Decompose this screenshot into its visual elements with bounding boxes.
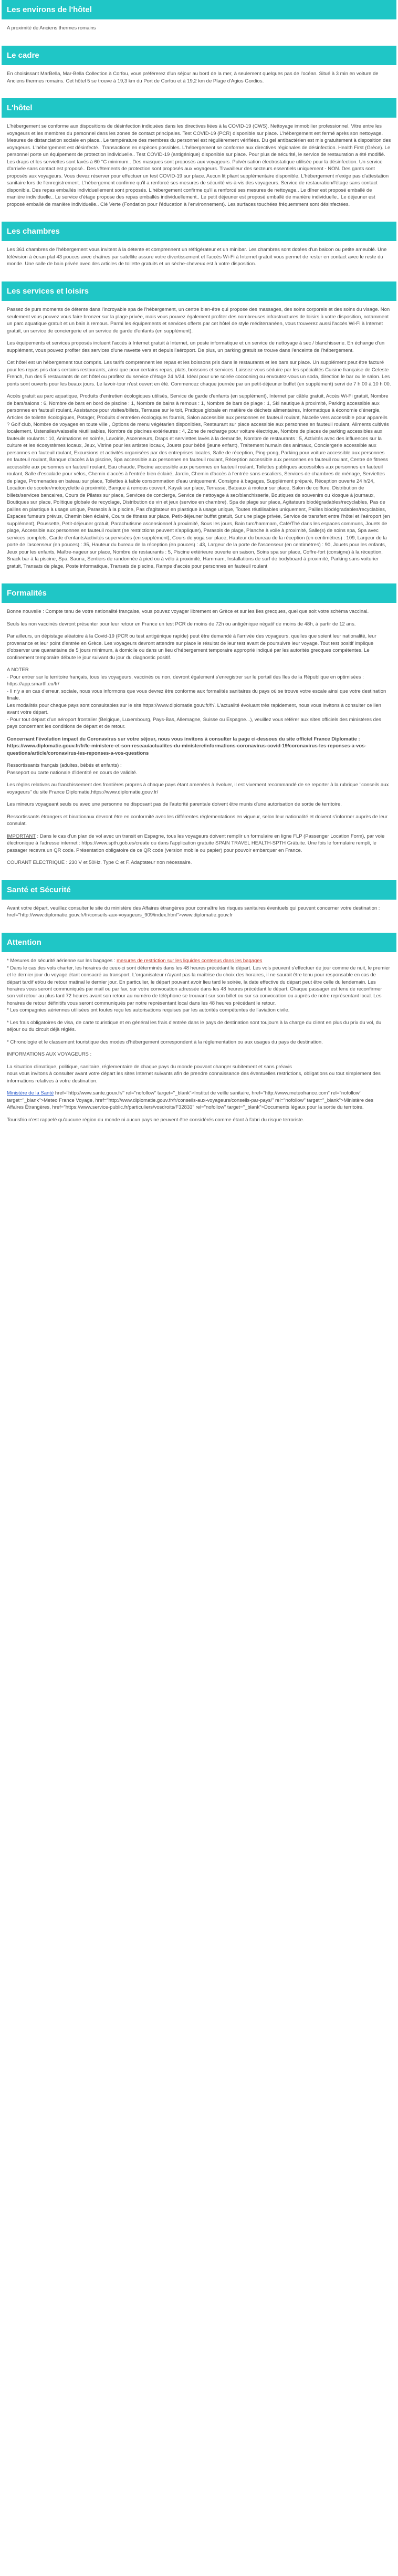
chambres-text: Les 361 chambres de l'hébergement vous invitent à la détente et comprennent un réfrigérateur et un minibar. Les chambres sont dotées d'un balcon ou petite ameublé. Une télévision à écran plat 43 pouces avec chaînes par satellite assure votre divertissement et l'accès Wi-Fi à Internet gratuit vous permet de rester en contact avec le reste du monde. Une salle de bain privée avec des articles de toilette gratuits et un sèche-cheveux est à votre disposition. [7, 247, 387, 267]
attention-paragraph-4: La situation climatique, politique, sanitaire, réglementaire de chaque pays du monde pouvant changer subitement et sans préavis nous vous invitons à consulter avant votre départ les sites Internet suivants afin de prendre connaissance des éventuelles restrictions, obligations ou tout simplement des informations relatives à votre destination. [7, 1063, 381, 1084]
attention-paragraph-3: * Chronologie et le classement touristique des modes d'hébergement correspondent à la réglementation ou aux usages du pays de destination. [7, 1039, 323, 1045]
hotel-info-page [0, 0, 398, 1131]
section-header-cadre: Le cadre [2, 46, 396, 65]
section-body-hotel [2, 118, 396, 215]
cadre-text: En choisissant MarBella, Mar-Bella Collection à Corfou, vous préférerez d'un séjour au bord de la mer, à seulement quelques pas de l'océan. Situé à 3 min en voiture de Anciens thermes romains. Cet hôtel 5 se trouve à 19,3 km du Port de Corfou et à 19,2 km de Plage d'Agios Gordios. [7, 71, 379, 84]
services-amenities-list: Accès gratuit au parc aquatique, Produits d'entretien écologiques utilisés, Service de garde d'enfants (en supplément), Internet par câble gratuit, Accès Wi-Fi gratuit, Nombre de bars/salons : 6, Nombre de bars en bord de piscine : 1, Nombre de bains à remous : 1, Nombre de bars de plage : 1, Ski nautique à proximité, Parking accessible aux personnes en fauteuil roulant, Assistance pour visites/billets, Terrasse sur le toit, Pratique globale en matière de déchets alimentaires, Informatique à économie d'énergie, Articles de toilette écologiques, Potager, Produits d'entretien écologiques fournis, Salon accessible aux personnes en fauteuil roulant, Nacelle vers accessible pour appareils ? Golf club, Nombre de voyages en toute ville , Options de menu végétarien disponibles, Restaurant sur place accessible aux personnes en fauteuil roulant, Aliments cultivés localement, Ustensiles/vaisselle réutilisables, Nombre de piscines extérieures : 4, Zone de recharge pour voiture électrique, Nombre de places de parking accessibles aux fauteuils roulants : 10, Animations en soirée, Lavoirie, Ascenseurs, Draps et serviettes lavés à la demande, Nombre de restaurants : 5, Activités avec des influences sur la culture et les écosystèmes locaux, Jeux, Vitrine pour les artistes locaux, Jouets pour bébé (jeune enfant), Traitement humain des animaux, Conciergerie accessible aux personnes en fauteuil roulant, Excursions et activités organisées par des entreprises locales, Salle de réception, Ping-pong, Parking pour voiture accessible aux personnes en fauteuil roulant, Banque d'accès à la piscine, Spa accessible aux personnes en fauteuil roulant, Réception accessible aux personnes en fauteuil roulant, Centre de fitness accessible aux personnes en fauteuil roulant, Eau chaude, Piscine accessible aux personnes en fauteuil roulant, Toilettes publiques accessibles aux personnes en fauteuil roulant, Salle d'escalade pour vélos, Chemin d'accès à l'entrée bien éclairé, Jardin, Chemin d'accès à l'entrée sans escaliers, Services de chambres de ménage, Serviettes de plage, Promenades en bateau sur place, Toilettes à faible consommation d'eau uniquement, Consigne à bagages, Supplément préparé, Réception ouverte 24 h/24, Location de scooter/motocyclette à proximité, Banque à remous couvert, Kayak sur place, Terrasse, Bateaux à moteur sur place, Salon de coiffure, Distribution de billets/services bancaires, Cours de Pilates sur place, Services de concierge, Service de nettoyage à sec/blanchisserie, Boutiques de souvenirs ou kiosque à journaux, Boutiques sur place, Politique globale de recyclage, Distribution de vin et jeux (service en chambre), Spa de plage sur place, Agitateurs biodégradables/recyclables, Pas de pailles en plastique à usage unique, Parasols à la piscine, Pas d'agitateur en plastique à usage unique, Toutes réutilisables uniquement, Pailles biodégradables/recyclables, Espaces fumeurs prévus, Chemin bien éclairé, Cours de fitness sur place, Petit-déjeuner buffet gratuit, Sur une plage privée, Service de transfert entre l'hôtel et l'aéroport (en supplément), Poussette, Petit-déjeuner gratuit, Parachutisme ascensionnel à proximité, Sous les jours, Bain turc/hammam, Café/Thé dans les espaces communs, Jouets de plage, Accessible aux personnes en fauteuil roulant (ne restrictions peuvent s'appliquer), Parasols de plage, Planche à voile à proximité, Salle(s) de soins spa, Spa avec services complets, Garde d'enfants/activités supervisées (en supplément), Cours de yoga sur place, Hauteur du bureau de la réception (en centimètres) : 109, Largeur de la porte de l'ascenseur (en pouces) : 35, Hauteur du bureau de la réception (en pouces) : 43, Largeur de la porte de l'ascenseur (en centimètres) : 90, Jouets pour les enfants, Jeux pour les enfants, Maître-nageur sur place, Nombre de restaurants : 5, Piscine extérieure ouverte en saison, Soins spa sur place, Coffre-fort (consigne) à la réception, Snack bar à la piscine, Spa, Sauna, Sentiers de randonnée à pied ou à vélo à proximité, Hammam, Installations de surf de bodyboard à proximité, Parking sans voiturier gratuit, Transats de plage, Poste informatique, Transats de piscine, Rampe d'accès pour personnes en fauteuil roulant [7, 393, 390, 569]
section-body-environs [2, 19, 396, 39]
section-body-services [2, 301, 396, 577]
environs-text: A proximité de Anciens thermes romains [7, 25, 96, 32]
formalites-note-block [7, 666, 391, 730]
note-line-1: - Pour entrer sur le territoire français, tous les voyageurs, vaccinés ou non, devront également s'enregistrer sur le portail des îles de la République en optimisées : https://app.smartfl.eu/fr/ [7, 674, 364, 687]
section-header-sante: Santé et Sécurité [2, 880, 396, 900]
formalites-paragraph-2: Seuls les non vaccinés devront présenter pour leur retour en France un test PCR de moins de 72h ou antigénique négatif de moins de 48h, à partir de 12 ans. [7, 621, 356, 627]
services-paragraph-2: Les équipements et services proposés incluent l'accès à Internet gratuit à Internet, un poste informatique et un service de nettoyage à sec / blanchisserie. En échange d'un supplément, vous pouvez profiter des services d'une navette vers et depuis l'aéroport. De plus, un parking gratuit se trouve dans l'enceinte de l'hébergement. [7, 340, 385, 353]
info-voyageurs-label: INFORMATIONS AUX VOYAGEURS : [7, 1051, 92, 1058]
attention-p1-pre: * Mesures de sécurité aérienne sur les bagages : [7, 958, 117, 964]
section-header-attention: Attention [2, 933, 396, 952]
formalites-electric: COURANT ELECTRIQUE : 230 V et 50Hz. Type C et F. Adaptateur non nécessaire. [7, 860, 192, 866]
section-body-formalites [2, 603, 396, 873]
attention-paragraph-5 [7, 1090, 391, 1111]
attention-paragraph-1 [7, 957, 391, 1014]
section-body-cadre [2, 65, 396, 92]
sante-text: Avant votre départ, veuillez consulter le site du ministère des Affaires étrangères pour connaître les risques sanitaires éventuels qui peuvent concerner votre destination : href="http://www.diplomatie.gouv.fr/fr/conseils-aux-voyageurs_909/index.html">www.diplomatie.gouv.fr [7, 905, 380, 919]
liquids-restriction-link[interactable]: mesures de restriction sur les liquides contenus dans les bagages [117, 958, 263, 964]
important-text: : Dans le cas d'un plan de vol avec un transit en Espagne, tous les voyageurs doivent remplir un formulaire en ligne FLP (Passenger Location Form), par voie électronique à l'adresse internet : https://www.spth.gob.es/create ou dans l'application gratuite SPAIN TRAVEL HEALTH-SPTH Grátuite. Une fois le formulaire rempli, le passager recevra un QR code. Présentation obligatoire de ce QR code (version mobile ou papier) pour pouvoir embarquer en France. [7, 833, 385, 853]
attention-links-text: href="http://www.sante.gouv.fr/" rel="nofollow" target="_blank">Institut de veille sanitaire, href="http://www.meteofrance.com" rel="nofollow" target="_blank">Meteo France Voyage, href="http://www.diplomatie.gouv.fr/fr/conseils-aux-voyageurs/conseils-par-pays/" rel="nofollow" target="_blank">Ministère des Affaires Étrangères, href="https://www.service-public.fr/particuliers/vosdroits/F32833" rel="nofollow" target="_blank">Documents légaux pour la sortie du territoire. [7, 1090, 373, 1111]
formalites-paragraph-3: Par ailleurs, un dépistage aléatoire à la Covid-19 (PCR ou test antigénique rapide) peut être demandé à l'arrivée des voyageurs, quelles que soient leur nationalité, leur provenance et leur point d'entrée en Grèce. Les voyageurs devront attendre sur place le résultat de leur test avant de poursuivre leur voyage. Tout test positif implique d'observer une quarantaine de 5 jours minimum, à domicile ou dans un lieu d'hébergement temporaire approprié indiqué par les autorités grecques compétentes. Le confinement temporaire débute le jour suivant du jour du diagnostic positif. [7, 633, 376, 661]
formalites-paragraph-7: Les règles relatives au franchissement des frontières propres à chaque pays étant amenées à évoluer, il est vivement recommandé de se reporter à la rubrique "conseils aux voyageurs" du site France Diplomatie,https://www.diplomatie.gouv.fr/ [7, 782, 389, 795]
note-line-3: Les modalités pour chaque pays sont consultables sur le site https://www.diplomatie.gouv.fr/fr/. L'actualité évoluant très rapidement, nous vous invitons à consulter ce lien avant votre départ. [7, 702, 381, 716]
section-body-chambres [2, 241, 396, 275]
services-paragraph-3: Cet hôtel est un hébergement tout compris. Les tarifs comprennent les repas et les boissons pris dans le restaurants et les bars sur place. Un supplément peut être facturé pour les repas pris dans certains restaurants, ainsi que pour certains repas, plats, boissons et services. Laissez-vous séduire par les spécialités Cuisine française de Celeste French, l'un des 5 restaurants de cet hôtel ou profitez du service d'étage 24 h/24. Idéal pour une soirée cocooning ou envoutez-vous un soda, direction le bar ou le salon. Les ponts sont ouverts pour les beaux jours. Le lavoir-tour n'est ouvert en été. Commencez chaque journée par un petit-déjeuner buffet (en supplément) servi de 7 h 00 à 10 h 00. [7, 360, 391, 387]
formalites-paragraph-9: Ressortissants étrangers et binationaux devront être en conformité avec les différentes réglementations en vigueur, selon leur nationalité et doivent s'informer auprès de leur consulat. [7, 814, 388, 827]
attention-paragraph-6: Tourisfrio n'est rappelé qu'aucune région du monde ni aucun pays ne peuvent être considérés comme étant à l'abri du risque terroriste. [7, 1117, 305, 1123]
services-paragraph-1: Passez de purs moments de détente dans l'incroyable spa de l'hébergement, un centre bien-être qui propose des massages, des soins corporels et des soins du visage. Non seulement vous pouvez vous faire bronzer sur la plage privée, mais vous pouvez également profiter des nombreuses infrastructures de loisirs à votre disposition, notamment un parc aquatique gratuit et un bain à remous. Parmi les équipements et services offerts par cet hôtel de style méditerranéen, vous trouverez aussi l'accès Wi-Fi à Internet gratuit, un service de conciergerie et un service de garde d'enfants (en supplément). [7, 307, 390, 334]
coronavirus-notice: Concernant l'évolution impact du Coronavirus sur votre séjour, nous vous invitons à consulter la page ci-dessous du site officiel France Diplomatie : https://www.diplomatie.gouv.fr/fr/le-ministere-et-son-reseau/actualites-du-ministere/informations-coronavirus-covid-19/coronavirus-les-reponses-a-vos-questions/article/coronavirus-les-reponses-a-vos-questions [7, 736, 366, 756]
section-header-services: Les services et loisirs [2, 281, 396, 301]
formalites-paragraph-8: Les mineurs voyageant seuls ou avec une personne ne disposant pas de l'autorité parentale doivent être munis d'une autorisation de sortie de territoire. [7, 801, 342, 808]
section-header-chambres: Les chambres [2, 222, 396, 241]
section-header-formalites: Formalités [2, 583, 396, 603]
important-label: IMPORTANT [7, 833, 36, 839]
ministere-sante-link[interactable]: Ministère de la Santé [7, 1090, 54, 1097]
formalites-paragraph-1: Bonne nouvelle : Compte tenu de votre nationalité française, vous pouvez voyager librement en Grèce et sur les îles grecques, quel que soit votre schéma vaccinal. [7, 609, 369, 615]
formalites-documents: Ressortissants français (adultes, bébés et enfants) : Passeport ou carte nationale d'identité en cours de validité. [7, 763, 138, 776]
section-header-environs: Les environs de l'hôtel [2, 0, 396, 19]
hotel-text: L'hébergement se conforme aux dispositions de désinfection indiquées dans les directives liées à la COVID-19 (CWS). Nettoyage immobilier professionnel. Vitre entre les voyageurs et les membres du personnel dans les zones de contact principales. Test COVID-19 (PCR) disponible sur place. L'hébergement est fermé après son nettoyage. Mesures de distanciation sociale en place.. Le température des membres du personnel est régulièrement vérifiées. Du gel antibactérien est mis gratuitement à disposition des voyageurs. L'hébergement est désinfecté.. Transactions en espèces possibles. L'hébergement se conforme aux directives régionales de désinfection. Health First (Grèce). Le personnel porte un équipement de protection individuelle.. Test COVID-19 (antigénique) disponible sur place. Pour plus de sécurité, le service de restauration a été modifié. Les draps et les serviettes sont lavés à 60 °C minimum.. Des masques sont proposés aux voyageurs. Pulvérisation électrostatique utilisée pour la désinfection. Un service d'arrivée sans contact est proposé.. Des vêtements de protection sont proposés aux voyageurs. Travailleur des secteurs essentiels uniquement - NON. Des gants sont proposés aux voyageurs. Vous devez réserver pour effectuer un test COVID-19 sur place. Aucun lit pliant supplémentaire disponible. L'hébergement n'exige pas d'attestation sanitaire lors de l'enregistrement. L'hébergement confirme qu'il a renforcé ses mesures de sécurité vis-à-vis des voyageurs. Service de restauration/l'étage sans contact disponible. Des repas emballés individuellement sont proposés. L'hébergement confirme qu'il a renforcé ses mesures de nettoyage.. Le dîner est proposé emballé de manière individuelle.. Le service d'étage propose des repas emballés individuellement.. Le petit déjeuner est proposé emballé de manière individuelle.. Le déjeuner est proposé emballé de manière individuelle.. Clé Verte (Fondation pour l'éducation à l'environnement). Les surfaces touchées fréquemment sont désinfectées. [7, 123, 391, 207]
formalites-important [7, 833, 391, 854]
section-header-hotel: L'hôtel [2, 98, 396, 118]
note-line-2: - Il n'y a en cas d'erreur, sociale, nous vous informons que vous devrez être conforme aux formalités sanitaires du pays où se trouve votre escale ainsi que votre destination finale. [7, 688, 386, 702]
attention-p1-post: * Dans le cas des vols charter, les horaires de ceux-ci sont déterminés dans les 48 heures précédant le départ. Les vols peuvent s'effectuer de jour comme de nuit, le premier et le dernier jour du voyage étant consacré au transport. L'organisateur n'ayant pas la maîtrise du choix des horaires, il ne saurait être tenu pour responsable en cas de départ tardif et/ou de retour matinal le dernier jour. En particulier, le départ pouvant avoir lieu tard le soirée, la date effective du départ peut être celle du lendemain. Les horaires vous seront communiqués par mail ou par fax, sur votre convocation adressée dans les 48 heures précédant le départ. Chaque passager est tenu de reconfirmer son vol retour au plus tard 72 heures avant son retour au numéro de téléphone se trouvant sur son billet ou sur sa convocation ou auprès de notre représentant local. Les horaires de retour définitifs vous seront communiqués par notre représentant local dans les 48 heures précédant le retour. * Les compagnies aériennes utilisées ont toutes reçu les autorisations requises par les autorités compétentes de l'aviation civile. [7, 965, 390, 1014]
note-label: A NOTER [7, 667, 29, 673]
section-body-sante [2, 900, 396, 926]
note-line-4: - Pour tout départ d'un aéroport frontalier (Belgique, Luxembourg, Pays-Bas, Allemagne, Suisse ou Espagne...), veuillez vous référer aux sites officiels des ministères des pays concernant les conditions de départ et de retour. [7, 716, 381, 730]
section-body-attention [2, 952, 396, 1131]
attention-paragraph-2: * Les frais obligatoires de visa, de carte touristique et en général les frais d'entrée dans le pays de destination sont toujours à la charge du client en plus du prix du vol, du séjour ou du circuit déjà réglés. [7, 1019, 382, 1033]
